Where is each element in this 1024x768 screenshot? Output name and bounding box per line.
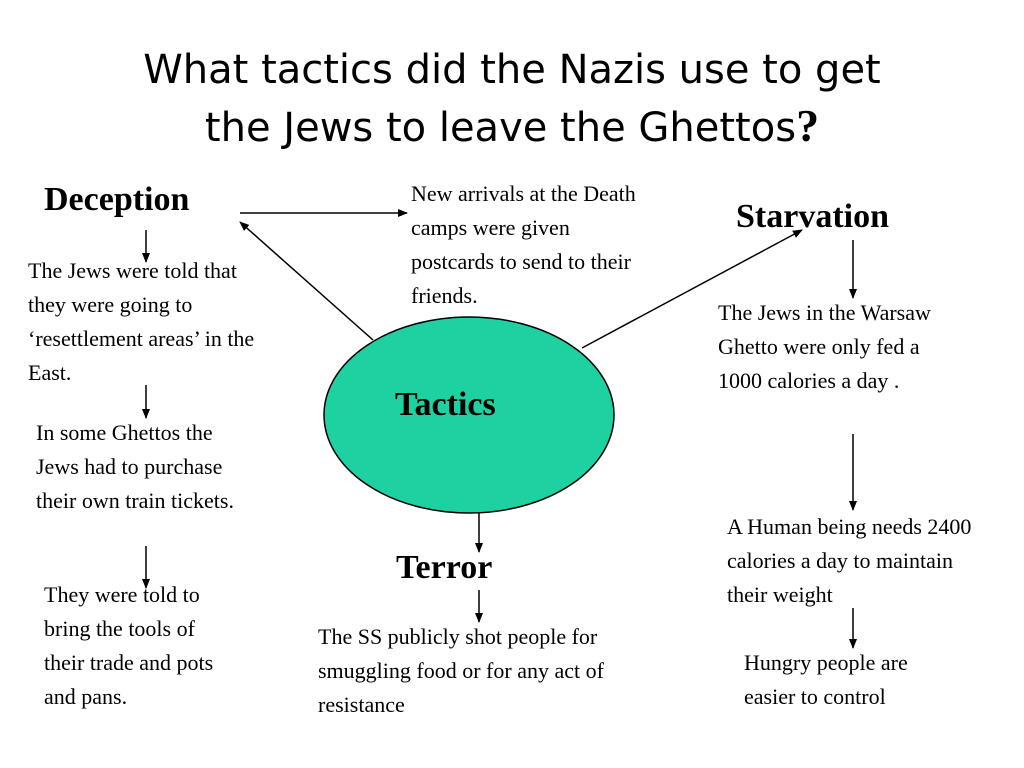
starvation-note-3: Hungry people are easier to control: [744, 650, 908, 709]
deception-note-1: The Jews were told that they were going to ‘resettlement areas’ in the East.: [28, 258, 255, 385]
title-line-1: What tactics did the Nazis use to get: [143, 47, 881, 93]
terror-heading: Terror: [396, 549, 493, 586]
tactics-label: Tactics: [395, 386, 496, 423]
starvation-heading: Starvation: [736, 198, 889, 235]
title-question-mark: ?: [796, 100, 820, 151]
deception-note-3: They were told to bring the tools of their trade and pots and pans.: [44, 582, 214, 709]
deception-note-2: In some Ghettos the Jews had to purchase their own train tickets.: [36, 420, 234, 513]
deception-heading: Deception: [44, 181, 190, 218]
terror-note: The SS publicly shot people for smuggling food or for any act of resistance: [318, 624, 604, 717]
starvation-note-1: The Jews in the Warsaw Ghetto were only fed a 1000 calories a day .: [718, 300, 931, 393]
starvation-note-2: A Human being needs 2400 calories a day to maintain their weight: [727, 514, 972, 607]
postcards-note: New arrivals at the Death camps were given postcards to send to their friends.: [411, 181, 636, 308]
title-line-2-text: the Jews to leave the Ghettos: [204, 105, 797, 151]
